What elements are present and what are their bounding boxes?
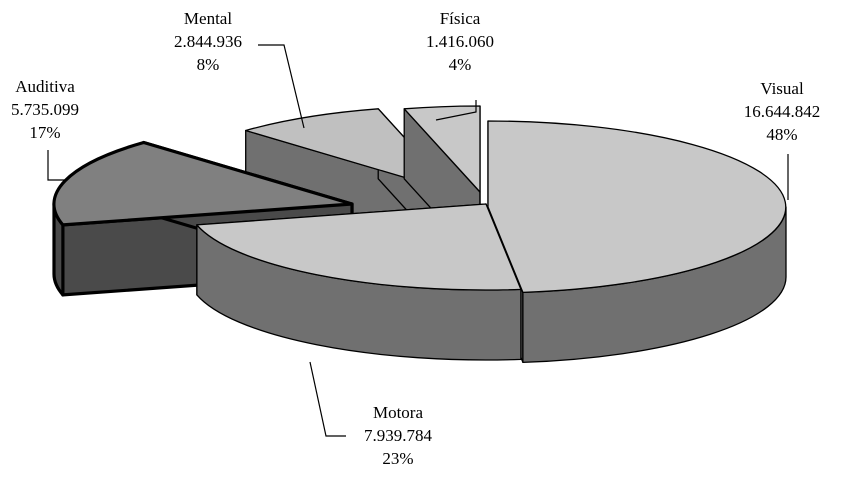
slice-motora [197,204,521,360]
slice-name-label: Motora [372,403,424,422]
slice-name-label: Física [439,9,481,28]
slice-percent-label: 17% [29,123,61,142]
leader-line [48,150,66,180]
pie-slices [54,106,786,362]
slice-value-label: 1.416.060 [426,32,494,51]
leader-line [310,362,346,436]
slice-name-label: Mental [183,9,233,28]
slice-value-label: 7.939.784 [364,426,432,445]
slice-percent-label: 4% [448,55,472,74]
label-motora [310,362,433,468]
slice-value-label: 5.735.099 [11,100,79,119]
label-auditiva [11,77,79,180]
slice-percent-label: 48% [766,125,798,144]
label-fsica [426,9,494,120]
label-mental [174,9,304,128]
slice-percent-label: 23% [382,449,414,468]
leader-line [258,45,304,128]
slice-value-label: 2.844.936 [174,32,242,51]
slice-name-label: Auditiva [15,77,75,96]
slice-visual [488,121,786,362]
slice-value-label: 16.644.842 [743,102,821,121]
slice-name-label: Visual [760,79,804,98]
slice-percent-label: 8% [196,55,220,74]
